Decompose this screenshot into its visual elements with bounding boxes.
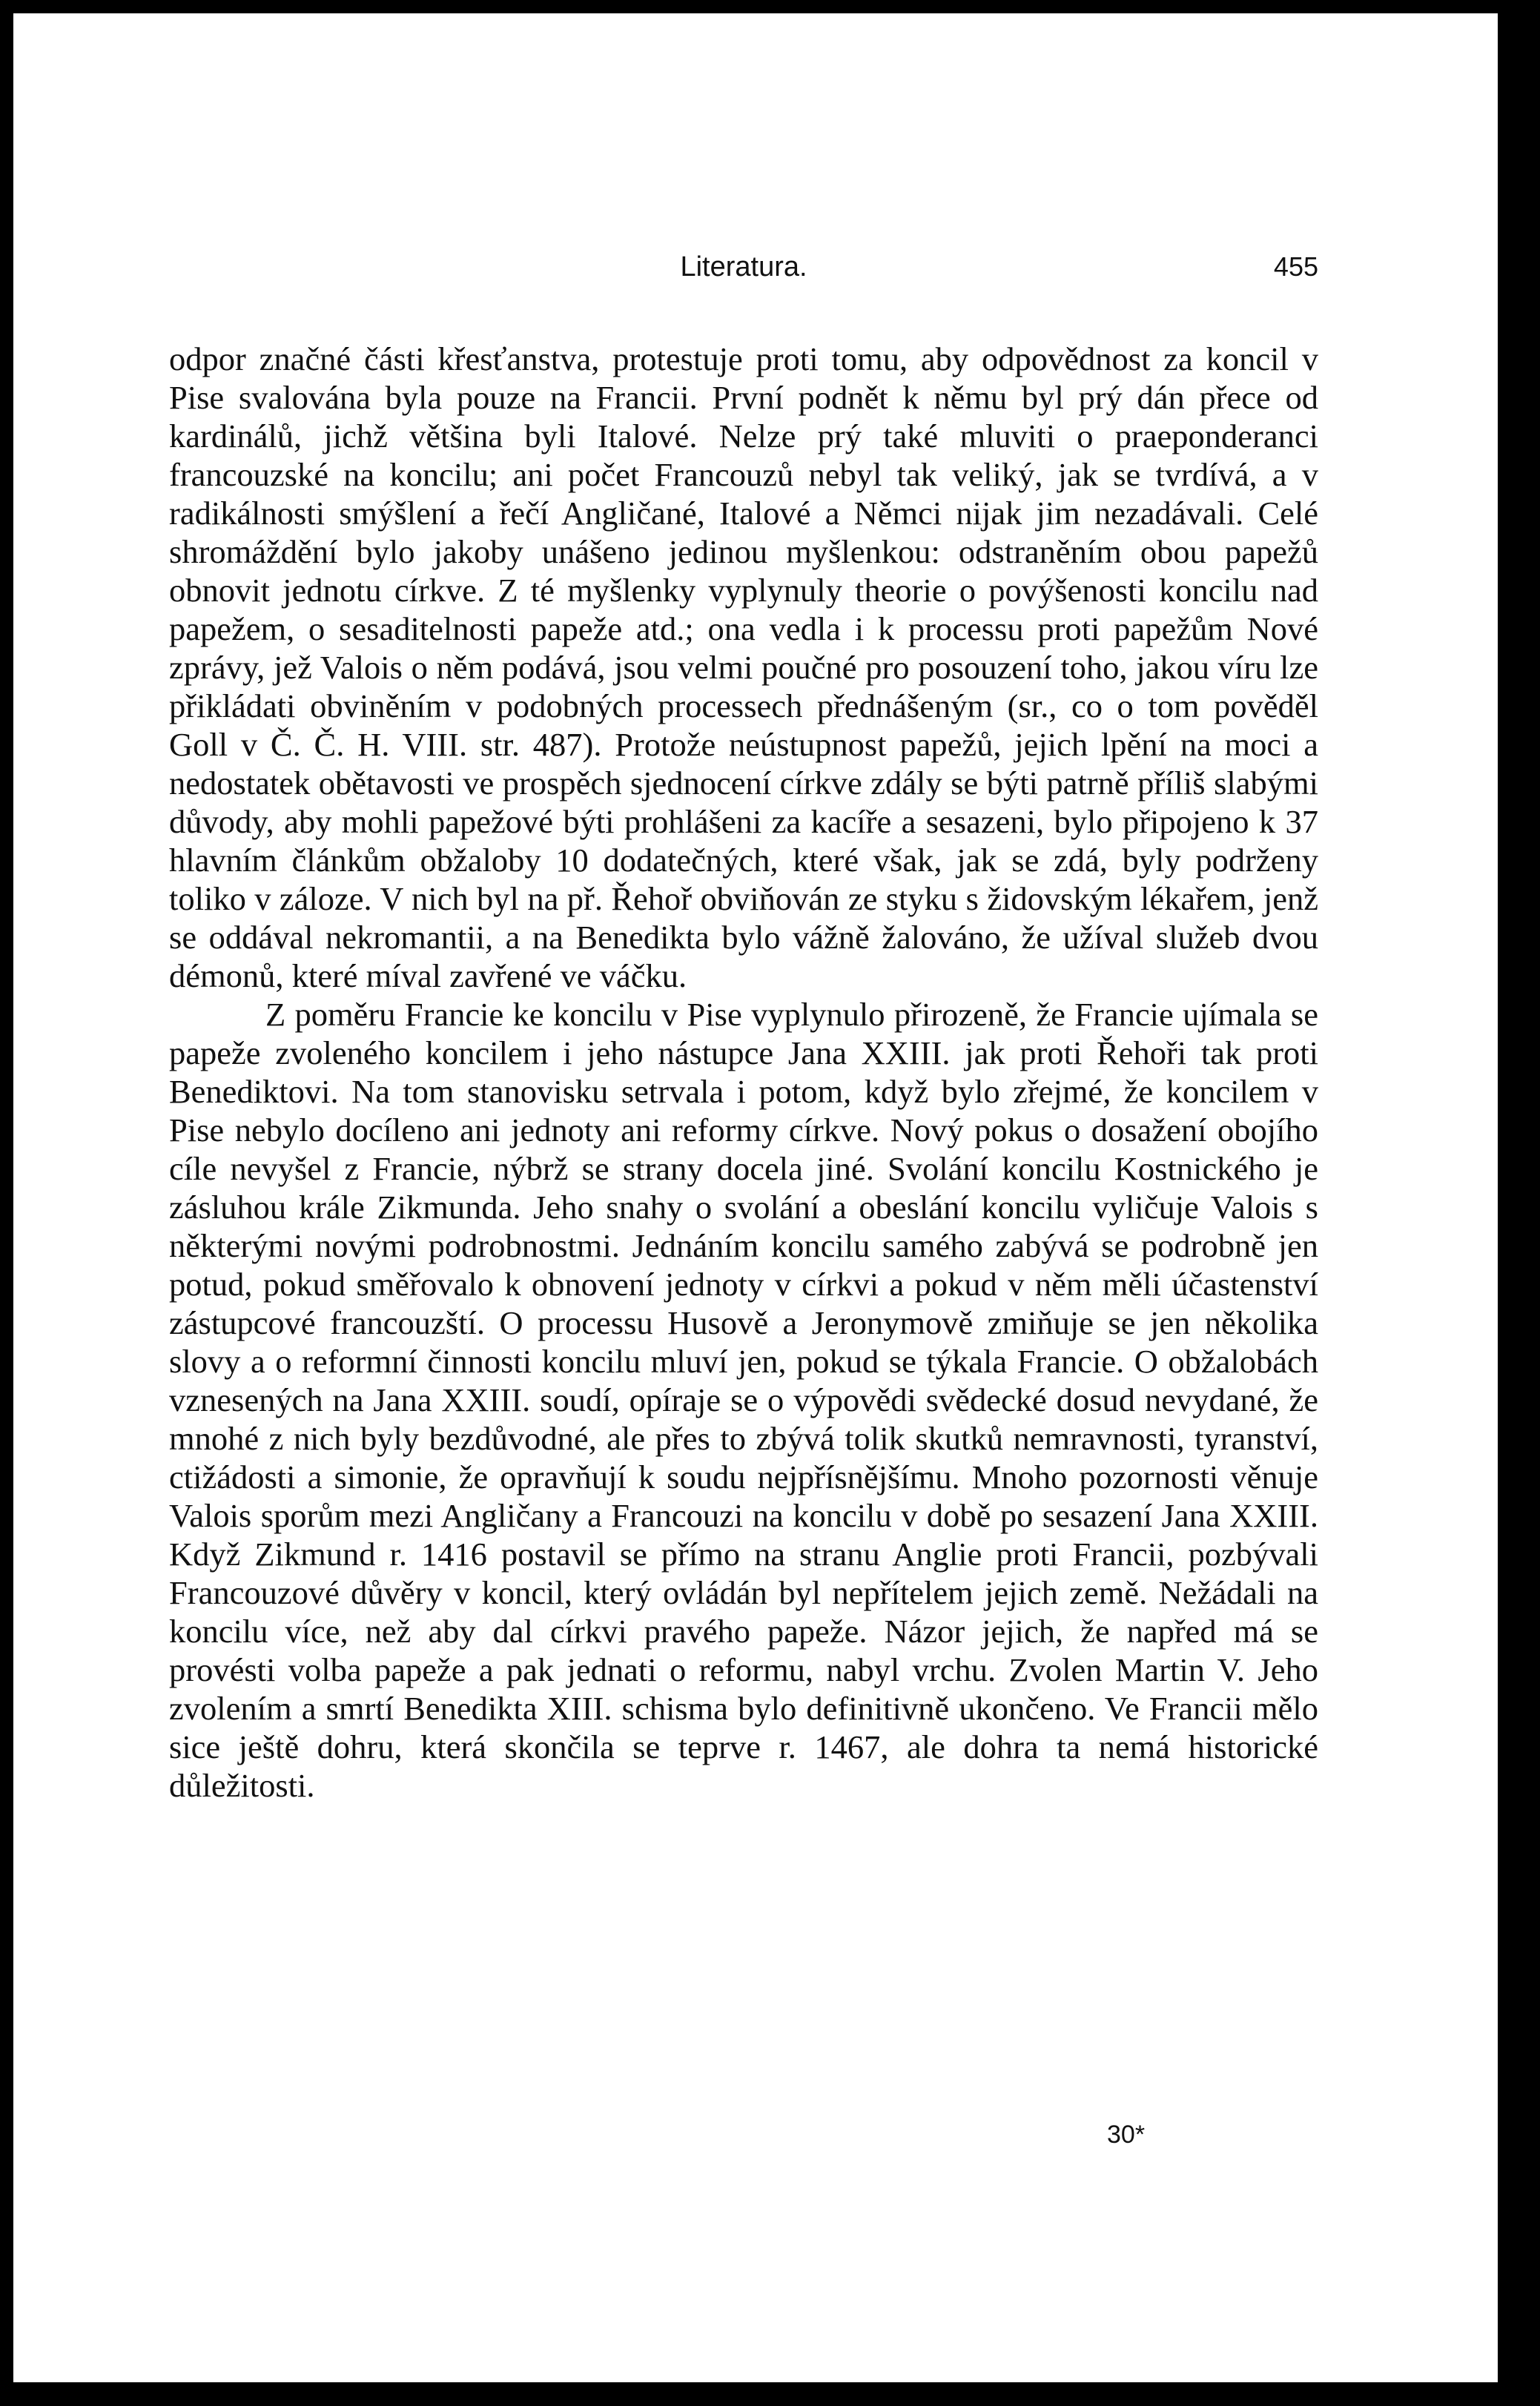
page-number: 455 bbox=[1273, 251, 1318, 282]
printer-signature: 30* bbox=[1107, 2121, 1146, 2149]
running-title: Literatura. bbox=[680, 251, 807, 282]
paragraph-2: Z poměru Francie ke koncilu v Pise vyplynulo přirozeně, že Francie ujímala se papeže zvoleného koncilem i jeho nástupce Jana XXIII. jak proti Řehoři tak proti Benediktovi. Na tom stanovisku setrvala i potom, když bylo zřejmé, že koncilem v Pise nebylo docíleno ani jednoty ani reformy církve. Nový pokus o dosažení obojího cíle nevyšel z Francie, nýbrž se strany docela jiné. Svolání koncilu Kostnického je zásluhou krále Zikmunda. Jeho snahy o svolání a obeslání koncilu vyličuje Valois s některými novými podrobnostmi. Jednáním koncilu samého zabývá se podrobně jen potud, pokud směřovalo k obnovení jednoty v církvi a pokud v něm měli účastenství zástupcové francouzští. O processu Husově a Jeronymově zmiňuje se jen několika slovy a o reformní činnosti koncilu mluví jen, pokud se týkala Francie. O obžalobách vznesených na Jana XXIII. soudí, opíraje se o výpovědi svědecké dosud nevydané, že mnohé z nich byly bezdůvodné, ale přes to zbývá tolik skutků nemravnosti, tyranství, ctižádosti a simonie, že opravňují k soudu nejpřísnějšímu. Mnoho pozornosti věnuje Valois sporům mezi Angličany a Francouzi na koncilu v době po sesazení Jana XXIII. Když Zikmund r. 1416 postavil se přímo na stranu Anglie proti Francii, pozbývali Francouzové důvěry v koncil, který ovládán byl nepřítelem jejich země. Nežádali na koncilu více, než aby dal církvi pravého papeže. Názor jejich, že napřed má se provésti volba papeže a pak jednati o reformu, nabyl vrchu. Zvolen Martin V. Jeho zvolením a smrtí Benedikta XIII. schisma bylo definitivně ukončeno. Ve Francii mělo sice ještě dohru, která skončila se teprve r. 1467, ale dohra ta nemá historické důležitosti. bbox=[169, 996, 1318, 1804]
paragraph-1: odpor značné části křesťanstva, protestuje proti tomu, aby odpovědnost za koncil v Pise svalována byla pouze na Francii. První podnět k němu byl prý dán přece od kardinálů, jichž většina byli Italové. Nelze prý také mluviti o praeponderanci francouzské na koncilu; ani počet Francouzů nebyl tak veliký, jak se tvrdívá, a v radikálnosti smýšlení a řečí Angličané, Italové a Němci nijak jim nezadávali. Celé shromáždění bylo jakoby unášeno jedinou myšlenkou: odstraněním obou papežů obnovit jednotu církve. Z té myšlenky vyplynuly theorie o povýšenosti koncilu nad papežem, o sesaditelnosti papeže atd.; ona vedla i k processu proti papežům Nové zprávy, jež Valois o něm podává, jsou velmi poučné pro posouzení toho, jakou víru lze přikládati obviněním v podobných processech přednášeným (sr., co o tom pověděl Goll v Č. Č. H. VIII. str. 487). Protože neústupnost papežů, jejich lpění na moci a nedostatek obětavosti ve prospěch sjednocení církve zdály se býti patrně příliš slabými důvody, aby mohli papežové býti prohlášeni za kacíře a sesazeni, bylo připojeno k 37 hlavním článkům obžaloby 10 dodatečných, které však, jak se zdá, byly podrženy toliko v záloze. V nich byl na př. Řehoř obviňován ze styku s židovským lékařem, jenž se oddával nekromantii, a na Benedikta bylo vážně žalováno, že užíval služeb dvou démonů, které míval zavřené ve váčku. bbox=[169, 340, 1318, 994]
book-page bbox=[13, 13, 1498, 2382]
page-header bbox=[169, 249, 1318, 294]
body-text bbox=[169, 340, 1318, 1805]
